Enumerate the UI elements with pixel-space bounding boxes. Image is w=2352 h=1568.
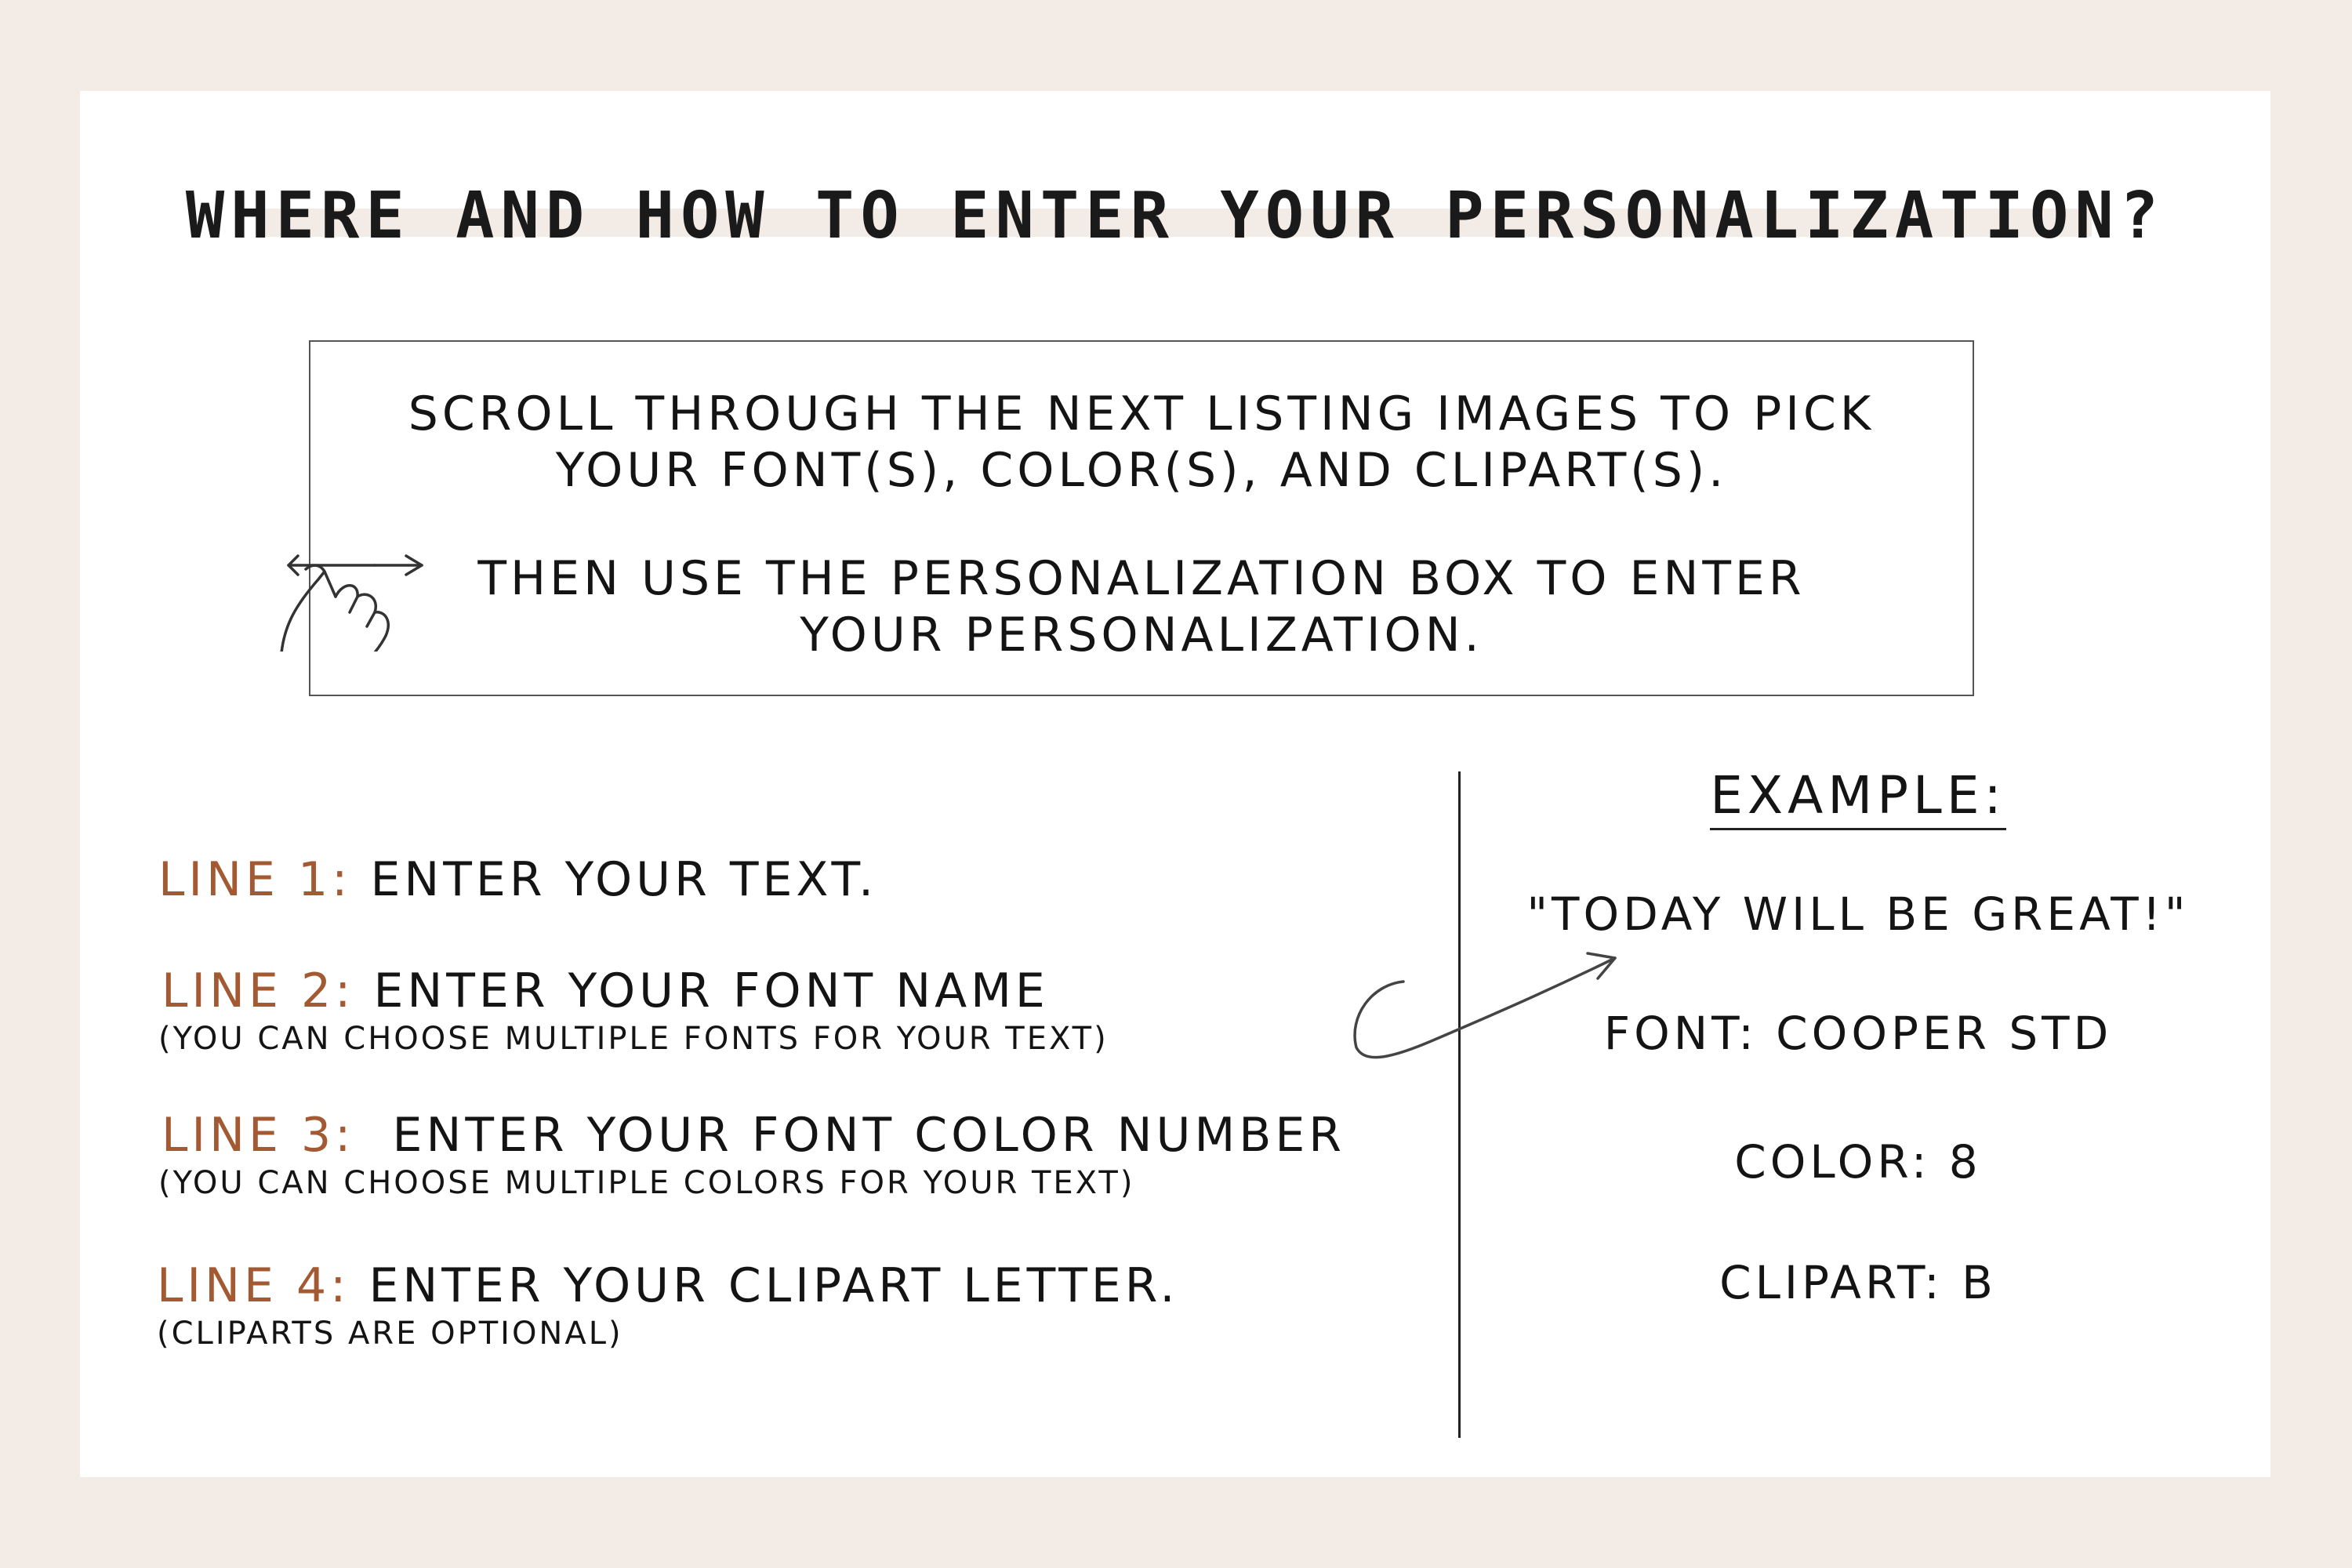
- swipe-hand-icon: [257, 448, 492, 652]
- intro-paragraph-1-line-2: YOUR FONT(S), COLOR(S), AND CLIPART(S).: [555, 443, 1728, 498]
- instruction-line-4-label: LINE 4:: [157, 1258, 350, 1313]
- instruction-line-1: [158, 851, 877, 908]
- example-color: COLOR: 8: [1734, 1135, 1982, 1189]
- instruction-line-2-note: (YOU CAN CHOOSE MULTIPLE FONTS FOR YOUR TEXT): [158, 1021, 1109, 1057]
- instruction-line-3-note: (YOU CAN CHOOSE MULTIPLE COLORS FOR YOUR TEXT): [158, 1165, 1135, 1201]
- instruction-line-4-text: ENTER YOUR CLIPART LETTER.: [368, 1258, 1179, 1313]
- intro-paragraph-2-line-2: YOUR PERSONALIZATION.: [800, 608, 1483, 662]
- instruction-line-1-text: ENTER YOUR TEXT.: [370, 852, 878, 907]
- example-clipart: CLIPART: B: [1719, 1256, 1997, 1309]
- instruction-card: [80, 91, 2270, 1477]
- instruction-line-3: [158, 1107, 1345, 1203]
- intro-paragraph-2-line-1: THEN USE THE PERSONALIZATION BOX TO ENTER: [477, 551, 1806, 606]
- intro-box: [309, 340, 1974, 696]
- example-heading: EXAMPLE:: [1710, 767, 2006, 830]
- instruction-line-3-label: LINE 3:: [162, 1108, 355, 1163]
- example-text: "TODAY WILL BE GREAT!": [1526, 887, 2190, 941]
- title-area: [80, 169, 2270, 263]
- instruction-line-2-text: ENTER YOUR FONT NAME: [373, 964, 1049, 1018]
- instruction-line-1-label: LINE 1:: [158, 852, 352, 907]
- instruction-line-3-text: ENTER YOUR FONT COLOR NUMBER: [373, 1108, 1345, 1163]
- instruction-line-4-note: (CLIPARTS ARE OPTIONAL): [157, 1316, 623, 1352]
- intro-paragraph-1-line-1: SCROLL THROUGH THE NEXT LISTING IMAGES TO PICK: [408, 387, 1875, 441]
- instruction-line-4: [157, 1258, 1178, 1353]
- example-heading-wrap: [1505, 767, 2211, 830]
- intro-paragraph-1: [310, 386, 1973, 499]
- intro-paragraph-2: [310, 550, 1973, 663]
- example-font: FONT: COOPER STD: [1603, 1007, 2113, 1060]
- page-title: WHERE AND HOW TO ENTER YOUR PERSONALIZATION?: [185, 179, 2165, 253]
- instruction-line-2: [158, 963, 1109, 1058]
- instruction-line-2-label: LINE 2:: [162, 964, 355, 1018]
